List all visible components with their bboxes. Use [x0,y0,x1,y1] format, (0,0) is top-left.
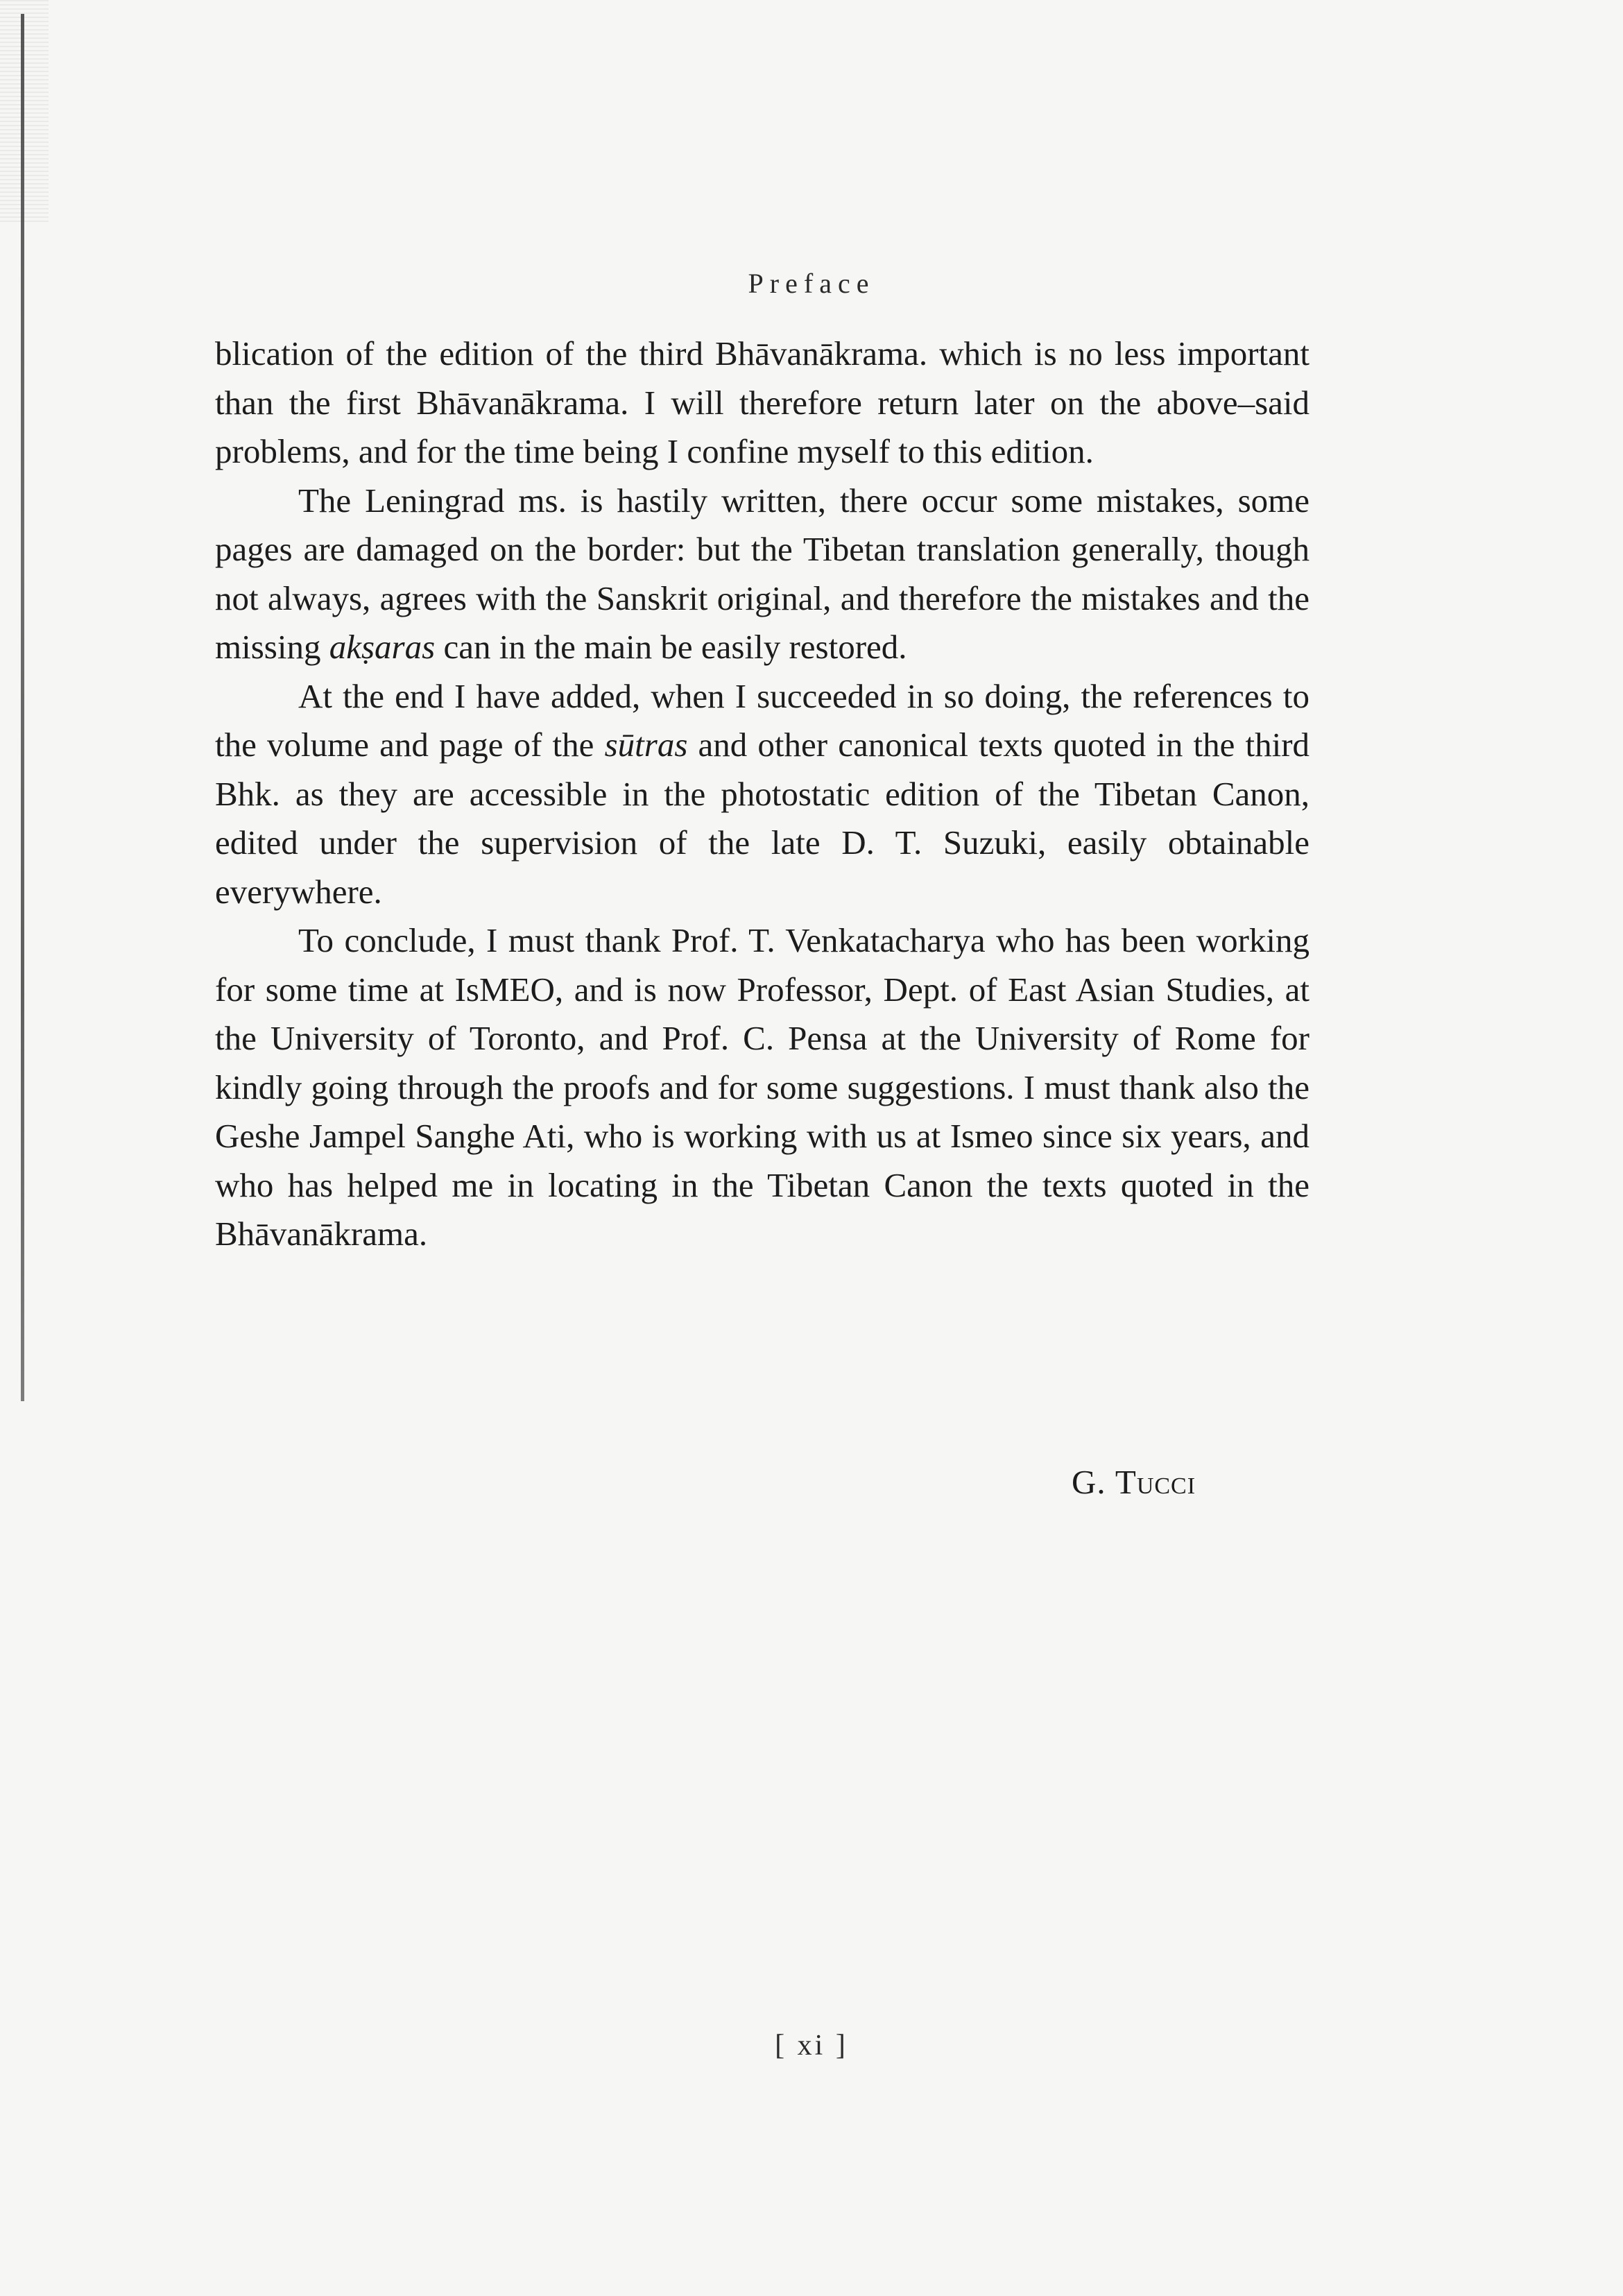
paragraph [215,477,1309,672]
running-head: Preface [748,268,875,299]
paragraph-text: The Leningrad ms. is hastily written, there occur some mistakes, some pages are damaged on the border: but the Tibetan translation generally, though not always, agrees with the Sanskrit original, and therefore the mistakes and the missing [215,481,1309,666]
paragraph-text: To conclude, I must thank Prof. T. Venkatacharya who has been working for some time at IsMEO, and is now Professor, Dept. of East Asian Studies, at the University of Toronto, and Prof. C. Pensa at the University of Rome for kindly going through the proofs and for some suggestions. I must thank also the Geshe Jampel Sanghe Ati, who is working with us at Ismeo since six years, and who has helped me in locating in the Tibetan Canon the texts quoted in the Bhāvanākrama. [215,921,1309,1253]
binding-edge-line [21,14,24,1401]
page-number: [ xi ] [775,2030,848,2062]
signature-surname: Tucci [1115,1463,1196,1501]
paragraph-text: and other canonical texts quoted in the third Bhk. as they are accessible in the photostatic edition of the Tibetan Canon, edited under the supervision of the late D. T. Suzuki, easily obtainable everywhere. [215,726,1310,911]
paragraph [215,916,1309,1259]
author-signature [1072,1462,1196,1502]
paragraph [215,329,1309,477]
paragraph-text: At the end I have added, when I succeeded in so doing, the references to the volume and page of the [215,676,1309,764]
italic-term: akṣaras [329,628,436,666]
binding-shadow [0,0,49,222]
italic-term: sūtras [604,726,688,764]
signature-initial: G. [1072,1463,1106,1501]
paragraph [215,672,1309,917]
paragraph-text: blication of the edition of the third Bhāvanākrama. which is no less important than the first Bhāvanākrama. I will therefore return later on the above–said problems, and for the time being I confine myself to this edition. [215,334,1309,470]
body-text [215,329,1309,1259]
paragraph-text: can in the main be easily restored. [435,628,907,666]
